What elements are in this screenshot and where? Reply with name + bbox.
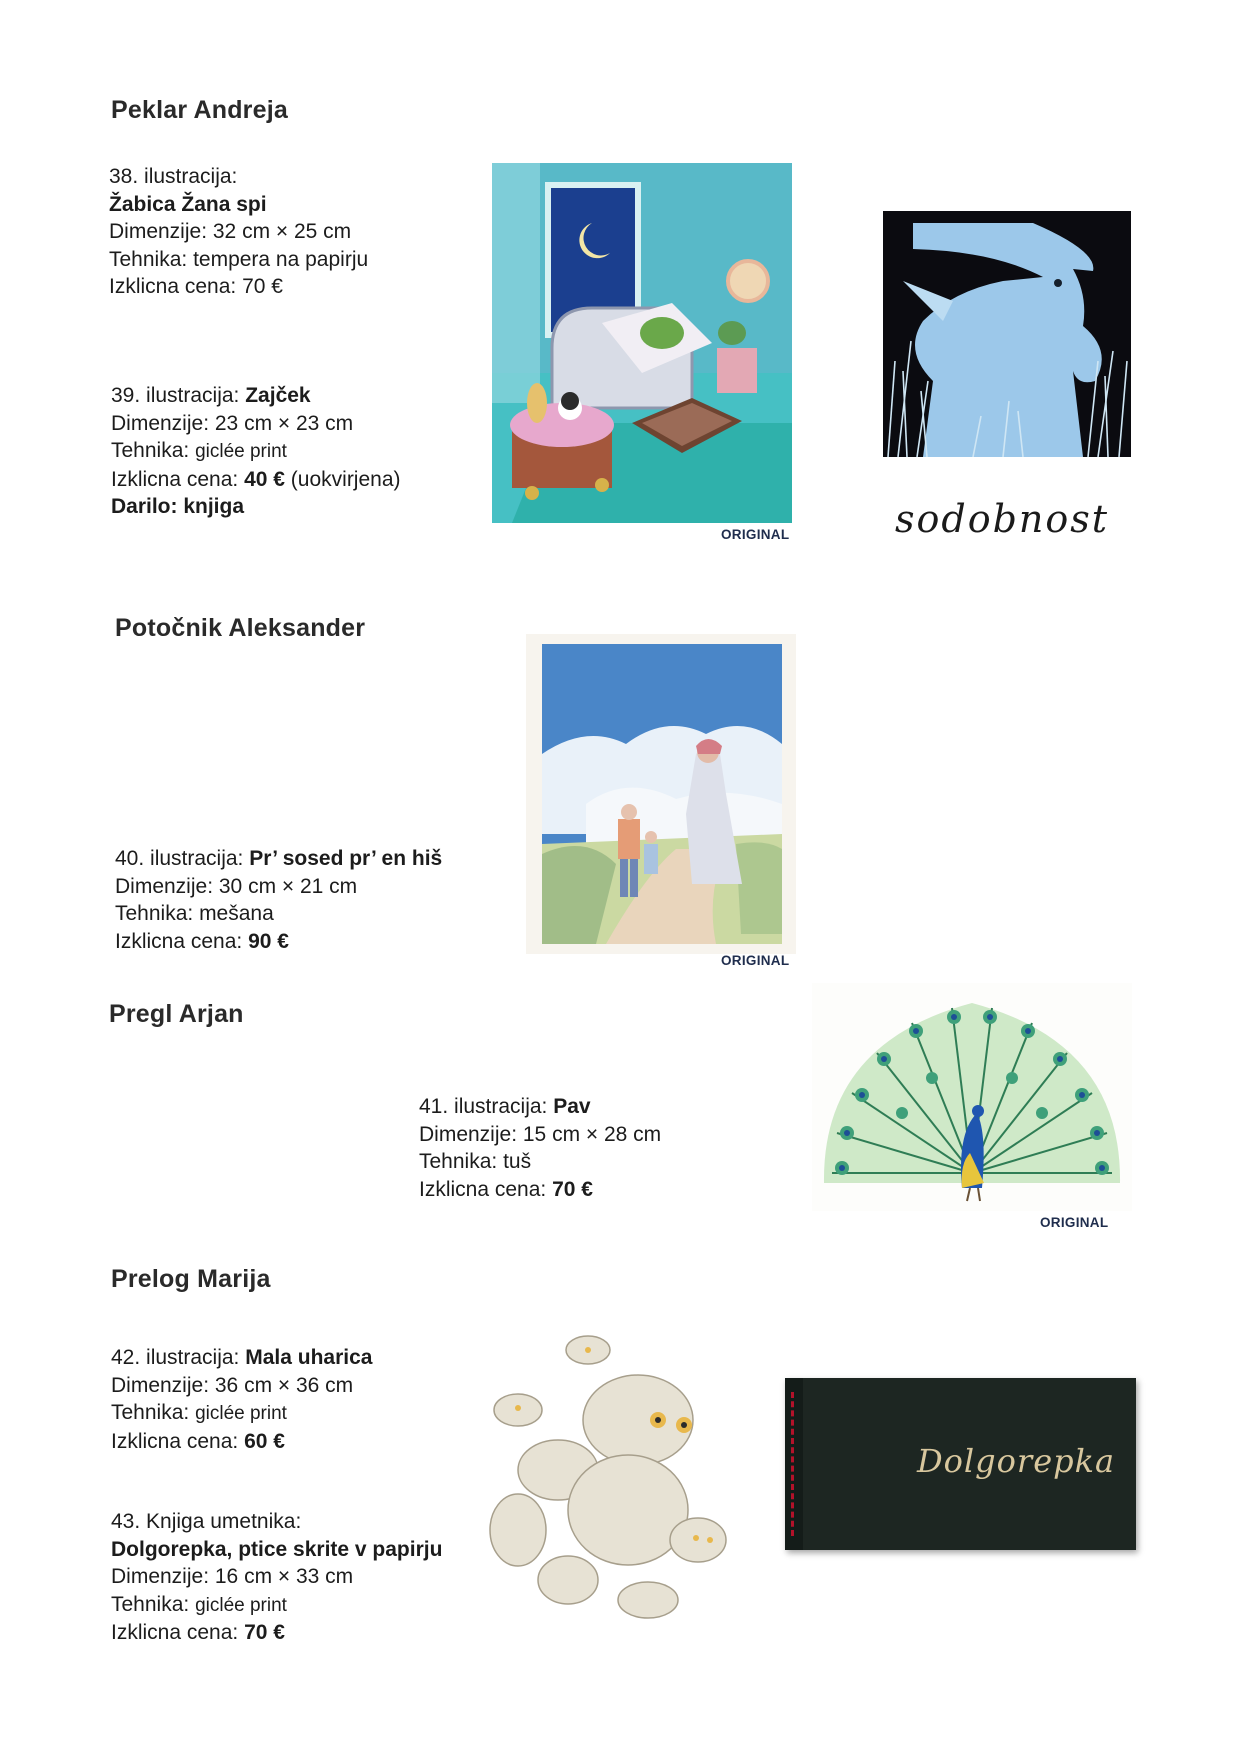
- artwork-entry: [115, 845, 442, 955]
- binding-stitch: [791, 1392, 800, 1536]
- technique-label: Tehnika:: [111, 439, 190, 462]
- artwork-number: 42. ilustracija:: [111, 1346, 240, 1369]
- original-label: ORIGINAL: [721, 953, 790, 968]
- artwork-number: 40. ilustracija:: [115, 847, 244, 870]
- artwork-entry: [109, 163, 368, 301]
- technique-label: Tehnika:: [419, 1150, 498, 1173]
- price-value: 70 €: [242, 275, 283, 298]
- dimensions-value: 30 cm × 21 cm: [218, 874, 358, 898]
- technique-label: Tehnika:: [111, 1592, 190, 1616]
- price-label: Izklicna cena:: [419, 1177, 547, 1201]
- price-note: (uokvirjena): [290, 467, 401, 491]
- artwork-entry: [419, 1093, 661, 1203]
- artwork-title: Dolgorepka, ptice skrite v papirju: [111, 1537, 443, 1561]
- price-label: Izklicna cena:: [111, 1621, 239, 1644]
- dimensions-label: Dimenzije:: [111, 1373, 210, 1397]
- artist-name: Potočnik Aleksander: [115, 614, 366, 642]
- technique-value: tuš: [503, 1150, 532, 1173]
- dimensions-value: 23 cm × 23 cm: [214, 411, 354, 435]
- price-value: 70 €: [244, 1621, 285, 1644]
- price-label: Izklicna cena:: [111, 1429, 239, 1453]
- dimensions-value: 16 cm × 33 cm: [214, 1565, 354, 1588]
- original-label: ORIGINAL: [1040, 1215, 1109, 1230]
- artwork-title: Mala uharica: [245, 1346, 373, 1369]
- sodobnost-logo: sodobnost: [895, 497, 1110, 541]
- artist-name: Prelog Marija: [111, 1265, 271, 1293]
- price-value: 60 €: [244, 1429, 285, 1453]
- price-value: 70 €: [552, 1177, 593, 1201]
- artwork-number: 38. ilustracija:: [109, 165, 238, 188]
- artwork-title: Pav: [553, 1095, 591, 1118]
- owls-illustration: [478, 1330, 740, 1640]
- frog-bedroom-illustration: [492, 163, 792, 523]
- dimensions-label: Dimenzije:: [109, 220, 208, 243]
- dimensions-label: Dimenzije:: [111, 1565, 210, 1588]
- technique-label: Tehnika:: [109, 247, 188, 271]
- rabbit-illustration: [883, 211, 1131, 457]
- technique-value: giclée print: [195, 1403, 287, 1424]
- dimensions-label: Dimenzije:: [111, 411, 210, 435]
- price-label: Izklicna cena:: [115, 929, 243, 953]
- artwork-number: 43. Knjiga umetnika:: [111, 1510, 302, 1533]
- price-value: 90 €: [248, 929, 289, 953]
- gift-note: Darilo: knjiga: [111, 495, 245, 518]
- artwork-entry: [111, 382, 401, 521]
- artwork-number: 39. ilustracija:: [111, 384, 240, 407]
- artwork-title: Pr’ sosed pr’ en hiš: [249, 847, 443, 870]
- technique-value: giclée print: [195, 1594, 287, 1616]
- price-value: 40 €: [244, 467, 285, 491]
- artist-name: Pregl Arjan: [109, 1000, 244, 1028]
- dimensions-value: 15 cm × 28 cm: [522, 1122, 662, 1146]
- village-walk-illustration: [526, 634, 796, 954]
- artwork-entry: [111, 1508, 442, 1647]
- dimensions-value: 36 cm × 36 cm: [214, 1373, 354, 1397]
- book-cover: [785, 1378, 1136, 1550]
- artwork-entry: [111, 1344, 372, 1455]
- book-title-lettering: Dolgorepka: [917, 1442, 1116, 1480]
- artwork-number: 41. ilustracija:: [419, 1095, 548, 1118]
- artwork-title: Zajček: [245, 384, 311, 407]
- dimensions-value: 32 cm × 25 cm: [212, 220, 352, 243]
- dimensions-label: Dimenzije:: [419, 1122, 518, 1146]
- original-label: ORIGINAL: [721, 527, 790, 542]
- technique-value: mešana: [199, 902, 274, 925]
- dimensions-label: Dimenzije:: [115, 874, 214, 898]
- technique-value: giclée print: [195, 441, 287, 462]
- technique-label: Tehnika:: [115, 902, 194, 925]
- peacock-illustration: [812, 983, 1132, 1211]
- price-label: Izklicna cena:: [109, 275, 237, 298]
- price-label: Izklicna cena:: [111, 467, 239, 491]
- technique-value: tempera na papirju: [193, 247, 369, 271]
- artwork-title: Žabica Žana spi: [109, 192, 267, 216]
- artist-name: Peklar Andreja: [111, 96, 288, 124]
- technique-label: Tehnika:: [111, 1401, 190, 1424]
